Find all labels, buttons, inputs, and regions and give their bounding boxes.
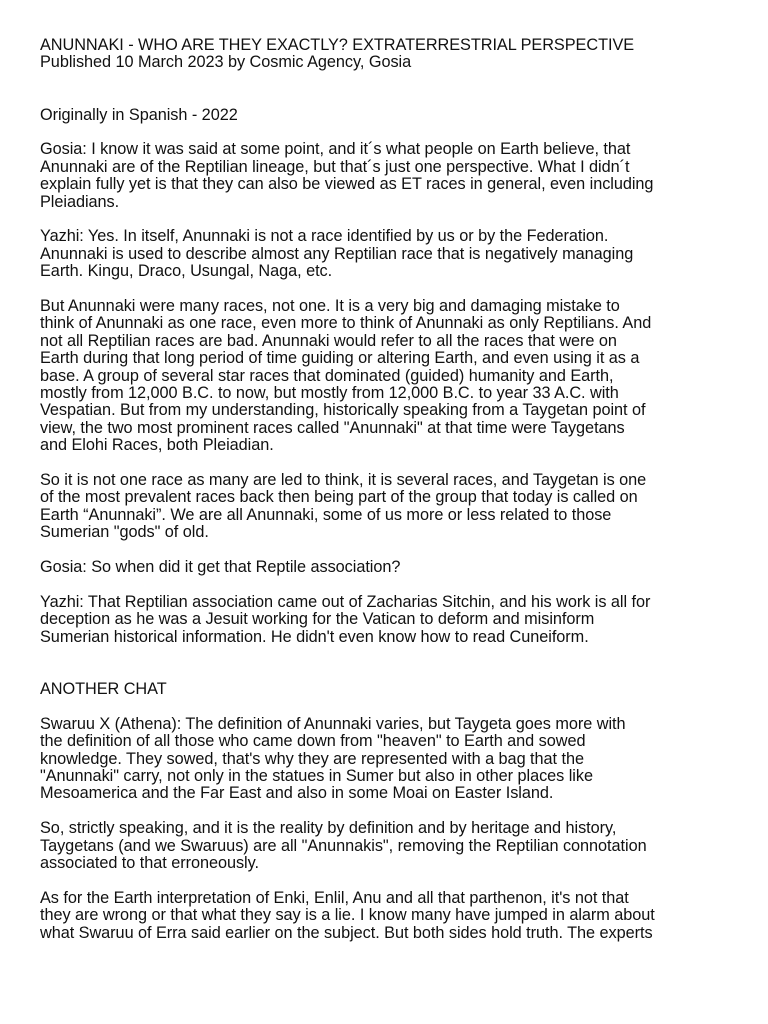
text-line: Pleiadians.: [40, 192, 120, 211]
text-line: knowledge. They sowed, that's why they are represented with a bag that the: [40, 749, 584, 768]
document-header: [40, 37, 740, 72]
text-line: of the most prevalent races back then being part of the group that today is called on: [40, 488, 638, 507]
text-line: the definition of all those who came down from "heaven" to Earth and sowed: [40, 732, 586, 751]
paragraph: [40, 559, 740, 576]
text-line: So, strictly speaking, and it is the reality by definition and by heritage and history,: [40, 819, 617, 838]
text-line: what Swaruu of Erra said earlier on the subject. But both sides hold truth. The experts: [40, 923, 653, 942]
text-line: Anunnaki is used to describe almost any Reptilian race that is negatively managing: [40, 244, 634, 263]
text-line: ANOTHER CHAT: [40, 679, 167, 698]
document-title: ANUNNAKI - WHO ARE THEY EXACTLY? EXTRATERRESTRIAL PERSPECTIVE: [40, 36, 635, 54]
section-heading: [40, 681, 740, 698]
paragraph: [40, 298, 740, 455]
text-line: Gosia: So when did it get that Reptile association?: [40, 558, 401, 577]
text-line: But Anunnaki were many races, not one. It is a very big and damaging mistake to: [40, 297, 620, 316]
document-page: [40, 37, 740, 942]
text-line: Earth “Anunnaki”. We are all Anunnaki, some of us more or less related to those: [40, 505, 612, 524]
paragraph: [40, 716, 740, 803]
text-line: Sumerian "gods" of old.: [40, 523, 209, 542]
text-line: deception as he was a Jesuit working for the Vatican to deform and misinform: [40, 610, 595, 629]
text-line: think of Anunnaki as one race, even more to think of Anunnaki as only Reptilians. And: [40, 314, 652, 333]
text-line: "Anunnaki" carry, not only in the statues in Sumer but also in other places like: [40, 766, 593, 785]
text-line: explain fully yet is that they can also be viewed as ET races in general, even including: [40, 175, 654, 194]
text-line: Anunnaki are of the Reptilian lineage, but that´s just one perspective. What I didn´t: [40, 157, 630, 176]
text-line: they are wrong or that what they say is a lie. I know many have jumped in alarm about: [40, 906, 655, 925]
text-line: and Elohi Races, both Pleiadian.: [40, 436, 274, 455]
text-line: associated to that erroneously.: [40, 853, 259, 872]
text-line: So it is not one race as many are led to think, it is several races, and Taygetan is one: [40, 471, 647, 490]
paragraph: [40, 107, 740, 124]
paragraph: [40, 472, 740, 542]
text-line: Earth during that long period of time guiding or altering Earth, and even using it as a: [40, 349, 640, 368]
text-line: base. A group of several star races that dominated (guided) humanity and Earth,: [40, 366, 614, 385]
text-line: Gosia: I know it was said at some point, and it´s what people on Earth believe, that: [40, 140, 631, 159]
text-line: Earth. Kingu, Draco, Usungal, Naga, etc.: [40, 262, 333, 281]
text-line: Taygetans (and we Swaruus) are all "Anunnakis", removing the Reptilian connotation: [40, 836, 647, 855]
text-line: Swaruu X (Athena): The definition of Anunnaki varies, but Taygeta goes more with: [40, 714, 626, 733]
text-line: mostly from 12,000 B.C. to now, but mostly from 12,000 B.C. to year 33 A.C. with: [40, 384, 619, 403]
paragraph: [40, 594, 740, 646]
text-line: Yazhi: That Reptilian association came out of Zacharias Sitchin, and his work is all for: [40, 592, 651, 611]
text-line: Sumerian historical information. He didn't even know how to read Cuneiform.: [40, 627, 589, 646]
text-line: As for the Earth interpretation of Enki, Enlil, Anu and all that parthenon, it's not that: [40, 888, 629, 907]
publication-line: Published 10 March 2023 by Cosmic Agency, Gosia: [40, 53, 412, 72]
paragraph: [40, 228, 740, 280]
text-line: Vespatian. But from my understanding, historically speaking from a Taygetan point of: [40, 401, 646, 420]
text-line: Mesoamerica and the Far East and also in some Moai on Easter Island.: [40, 784, 554, 803]
paragraph: [40, 141, 740, 211]
text-line: not all Reptilian races are bad. Anunnaki would refer to all the races that were on: [40, 331, 617, 350]
text-line: Yazhi: Yes. In itself, Anunnaki is not a race identified by us or by the Federation.: [40, 227, 609, 246]
paragraph: [40, 890, 740, 942]
text-line: Originally in Spanish - 2022: [40, 105, 238, 124]
paragraph: [40, 820, 740, 872]
text-line: view, the two most prominent races called "Anunnaki" at that time were Taygetans: [40, 418, 625, 437]
